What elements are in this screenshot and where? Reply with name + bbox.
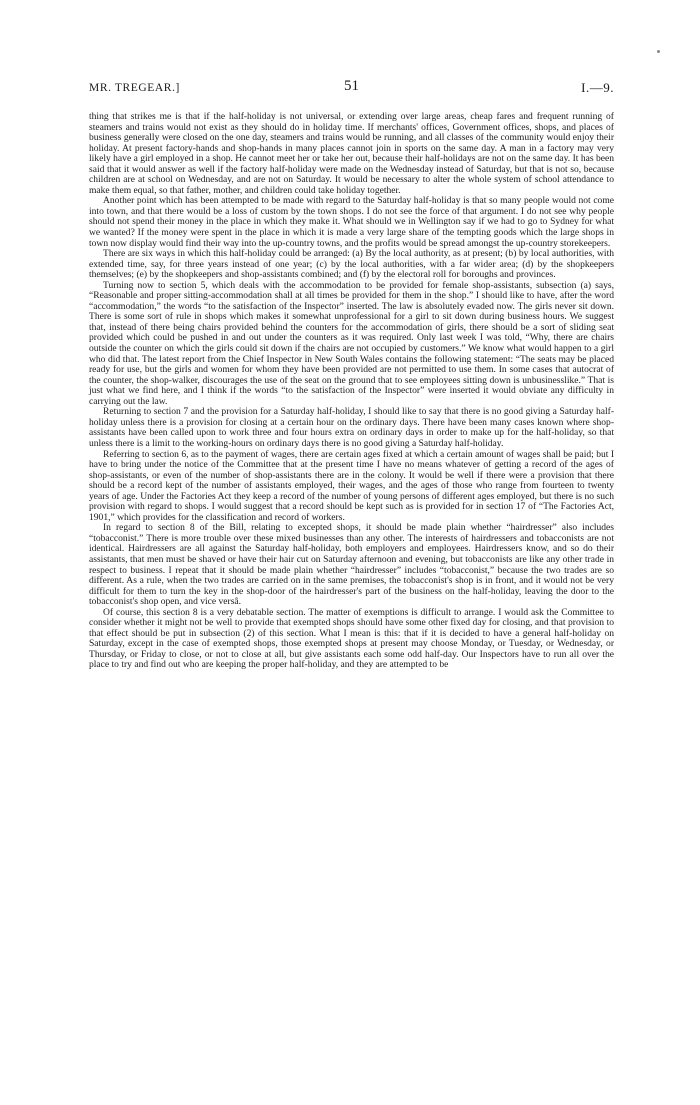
paragraph: Returning to section 7 and the provision for a Saturday half-holiday, I should like to say that there is no good giving a Saturday half-holiday unless there is a provision for closing at a certain hour on the ordinary days. There have been many cases known where shop-assistants have been called upon to work three and four hours extra on ordinary days in order to make up for the half-holiday, so that unless there is a limit to the working-hours on ordinary days there is no good giving a Saturday half-holiday.	[89, 406, 614, 449]
paragraph: Of course, this section 8 is a very debatable section. The matter of exemptions is difficult to arrange. I would ask the Committee to consider whether it might not be well to provide that exempted shops should have some other fixed day for closing, and that provision to that effect should be put in subsection (2) of this section. What I mean is this: that if it is decided to have a general half-holiday on Saturday, except in the case of exempted shops, those exempted shops at present may choose Monday, or Tuesday, or Wednesday, or Thursday, or Friday to close, or not to close at all, but give assistants each some odd half-day. Our Inspectors have to run all over the place to try and find out who are keeping the proper half-holiday, and they are attempted to be	[89, 606, 614, 671]
paragraph: Turning now to section 5, which deals with the accommodation to be provided for female shop-assistants, subsection (a) says, “Reasonable and proper sitting-accommodation shall at all times be provided for them in the shop.” I should like to have, after the word “accommodation,” the words “to the satisfaction of the Inspector” inserted. The law is absolutely evaded now. The girls never sit down. There is some sort of rule in shops which makes it somewhat unprofessional for a girl to sit down during business hours. We suggest that, instead of there being chairs provided behind the counters for the accommodation of girls, there should be a sort of sliding seat provided which could be pushed in and out under the counters as it was required. Only last week I was told, “Why, there are chairs outside the counter on which the girls could sit down if the chairs are not occupied by customers.” We know what would happen to a girl who did that. The latest report from the Chief Inspector in New South Wales contains the following statement: “The seats may be placed ready for use, but the girls and women for whom they have been provided are not permitted to use them. In some cases that autocrat of the counter, the shop-walker, discourages the use of the seat on the ground that to see employees sitting down is unbusinesslike.” That is just what we find here, and I think if the words “to the satisfaction of the Inspector” were inserted it would obviate any difficulty in carrying out the law.	[89, 279, 614, 407]
scan-speck	[657, 50, 660, 53]
body-text	[89, 112, 614, 671]
page-number: 51	[344, 78, 359, 94]
page-header	[89, 78, 614, 100]
paragraph: thing that strikes me is that if the half-holiday is not universal, or extending over large areas, cheap fares and frequent running of steamers and trains would not exist as they should do in holiday time. If merchants' offices, Government offices, shops, and places of business generally were closed on the one day, steamers and trains would be running, and all classes of the community would enjoy their holiday. At present factory-hands and shop-hands in many places cannot join in sports on the same day. A man in a factory may very likely have a girl employed in a shop. He cannot meet her or take her out, because their half-holidays are not on the same day. It has been said that it would answer as well if the factory half-holiday were made on the Wednesday instead of Saturday, but that is not so, because children are at school on Wednesday, and are not on Saturday. It would be necessary to alter the whole system of school attendance to make them equal, so that father, mother, and children could take holiday together.	[89, 111, 614, 196]
paragraph: There are six ways in which this half-holiday could be arranged: (a) By the local authority, as at present; (b) by local authorities, with extended time, say, for three years instead of one year; (c) by the local authorities, with a far wider area; (d) by the shopkeepers themselves; (e) by the shopkeepers and shop-assistants combined; and (f) by the electoral roll for boroughs and provinces.	[89, 248, 614, 281]
paragraph: In regard to section 8 of the Bill, relating to excepted shops, it should be made plain whether “hairdresser” also includes “tobacconist.” There is more trouble over these mixed businesses than any other. The interests of hairdressers and tobacconists are not identical. Hairdressers are all against the Saturday half-holiday, both employers and employees. Hairdressers know, and so do their assistants, that men must be shaved or have their hair cut on Saturday afternoon and evening, but tobacconists are like any other trade in respect to business. I repeat that it should be made plain whether “hairdresser” includes “tobacconist,” because the two trades are so different. As a rule, when the two trades are carried on in the same premises, the tobacconist's shop is in front, and it would not be very difficult for them to turn the key in the shop-door of the hairdresser's part of the business on the half-holiday, leaving the door to the tobacconist's shop open, and vice versâ.	[89, 522, 614, 608]
paper-reference: I.—9.	[581, 80, 614, 95]
paragraph: Referring to section 6, as to the payment of wages, there are certain ages fixed at which a certain amount of wages shall be paid; but I have to bring under the notice of the Committee that at the present time I have no means whatever of getting a record of the ages of shop-assistants, or even of the number of shop-assistants there are in the colony. It would be well if there were a provision that there should be a record kept of the number of assistants employed, their wages, and the ages of those who range from fourteen to twenty years of age. Under the Factories Act they keep a record of the number of young persons of different ages employed, but there is no such provision with regard to shops. I would suggest that a record should be kept such as is provided for in section 17 of “The Factories Act, 1901,” which provides for the classification and record of workers.	[89, 448, 614, 523]
paragraph: Another point which has been attempted to be made with regard to the Saturday half-holiday is that so many people would not come into town, and that there would be a loss of custom by the town shops. I do not see the force of that argument. I do not see why people should not spend their money in the place in which they make it. What should we in Wellington say if we had to go to Sydney for what we wanted? If the money were spent in the place in which it is made a very large share of the tempting goods which the large shops in town now display would find their way into the up-country towns, and the profits would be spread amongst the up-country storekeepers.	[89, 195, 614, 249]
speaker-label: MR. TREGEAR.]	[89, 82, 180, 94]
